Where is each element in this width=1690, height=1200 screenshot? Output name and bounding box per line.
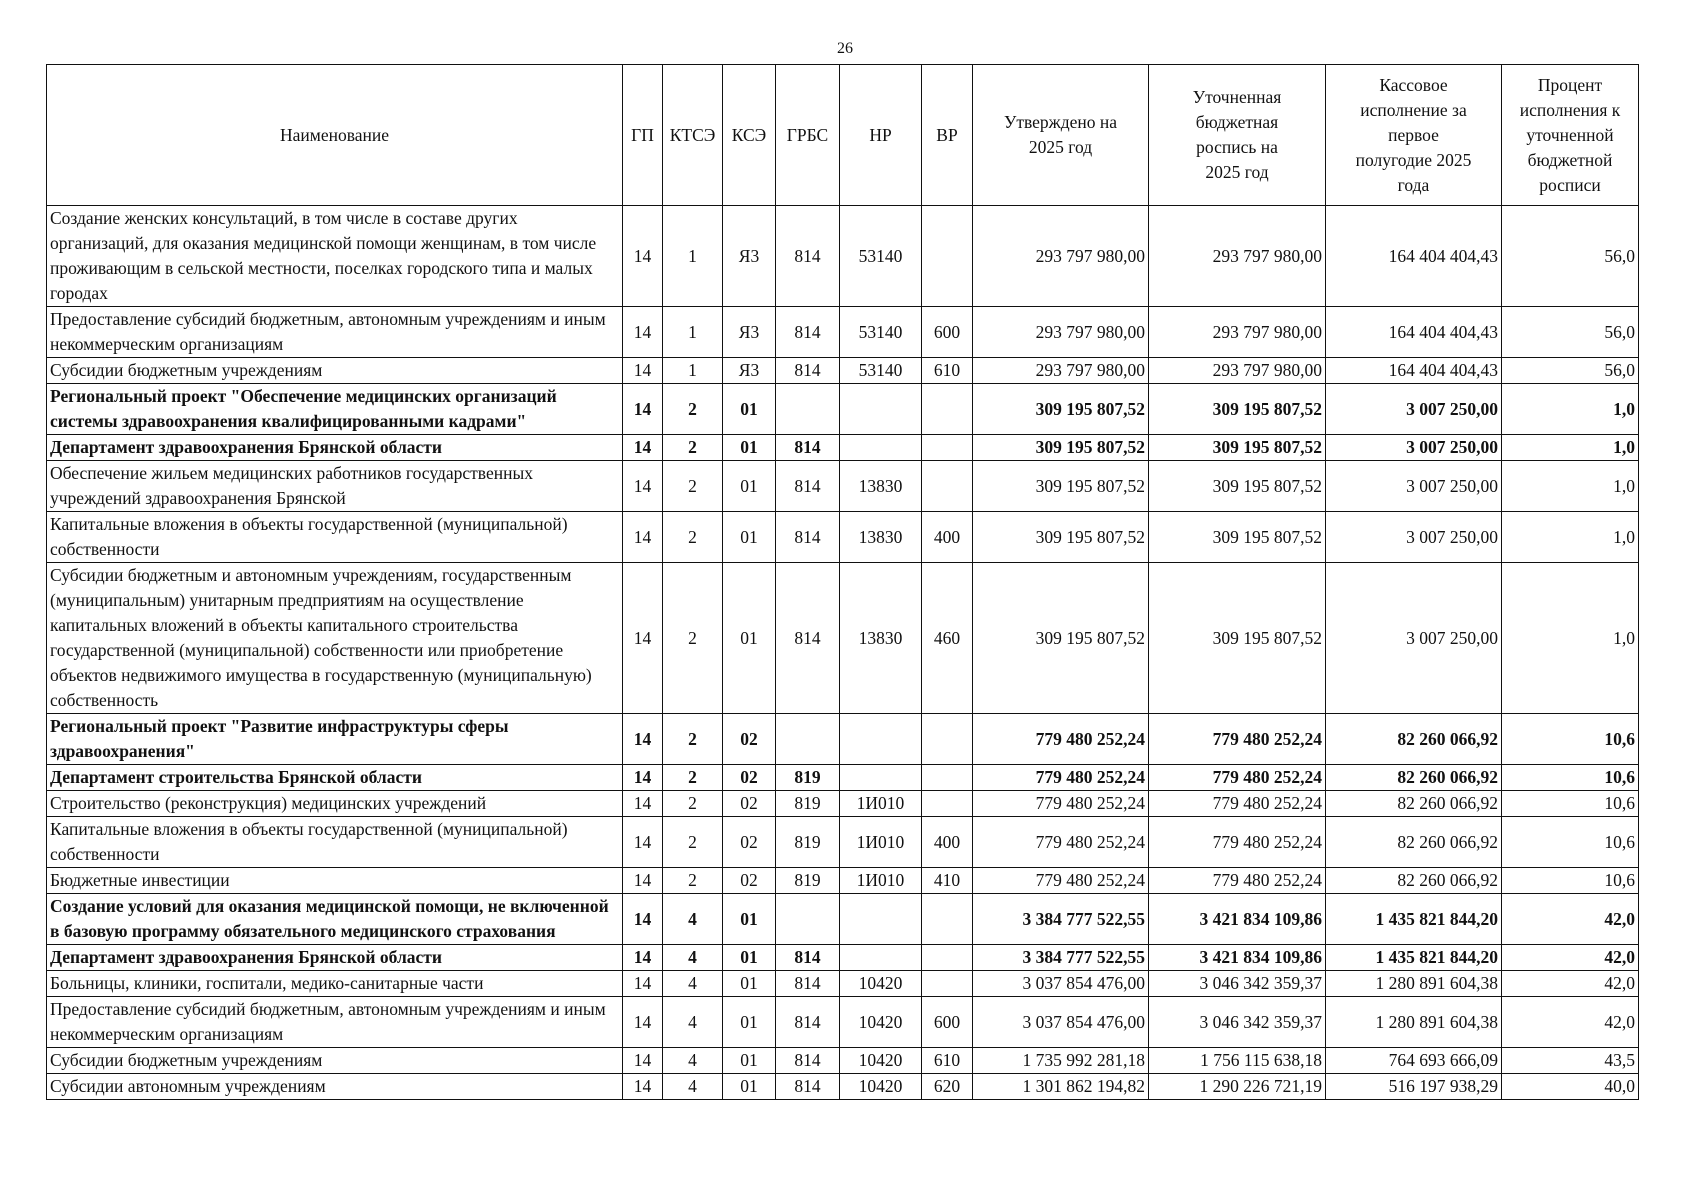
cell-grbs: 819 [776, 817, 840, 868]
table-row [47, 307, 1639, 358]
cell-vr: 410 [922, 868, 973, 894]
cell-refined: 779 480 252,24 [1149, 791, 1326, 817]
cell-name: Обеспечение жильем медицинских работников государственных учреждений здравоохранения Брянской [47, 461, 623, 512]
cell-name: Департамент здравоохранения Брянской области [47, 435, 623, 461]
cell-nr: 53140 [840, 307, 922, 358]
cell-percent: 1,0 [1502, 461, 1639, 512]
cell-ktse: 1 [663, 358, 723, 384]
cell-grbs: 814 [776, 206, 840, 307]
cell-percent: 10,6 [1502, 714, 1639, 765]
cell-grbs: 814 [776, 997, 840, 1048]
header-percent: Процент исполнения к уточненной бюджетной росписи [1502, 65, 1639, 206]
cell-percent: 1,0 [1502, 512, 1639, 563]
cell-gp: 14 [623, 1048, 663, 1074]
cell-cash: 3 007 250,00 [1326, 461, 1502, 512]
cell-grbs [776, 894, 840, 945]
cell-cash: 516 197 938,29 [1326, 1074, 1502, 1100]
cell-nr [840, 714, 922, 765]
cell-ktse: 2 [663, 765, 723, 791]
cell-refined: 779 480 252,24 [1149, 868, 1326, 894]
cell-refined: 309 195 807,52 [1149, 512, 1326, 563]
cell-vr: 460 [922, 563, 973, 714]
cell-vr: 620 [922, 1074, 973, 1100]
cell-refined: 309 195 807,52 [1149, 461, 1326, 512]
cell-kse: 01 [723, 512, 776, 563]
cell-approved: 293 797 980,00 [973, 307, 1149, 358]
cell-approved: 779 480 252,24 [973, 714, 1149, 765]
cell-refined: 3 046 342 359,37 [1149, 971, 1326, 997]
table-row [47, 997, 1639, 1048]
cell-grbs: 814 [776, 1074, 840, 1100]
cell-gp: 14 [623, 971, 663, 997]
table-row [47, 435, 1639, 461]
cell-ktse: 4 [663, 945, 723, 971]
cell-ktse: 2 [663, 461, 723, 512]
table-row [47, 563, 1639, 714]
cell-nr: 10420 [840, 971, 922, 997]
table-row [47, 206, 1639, 307]
cell-ktse: 1 [663, 206, 723, 307]
cell-approved: 779 480 252,24 [973, 817, 1149, 868]
cell-grbs: 819 [776, 868, 840, 894]
cell-name: Предоставление субсидий бюджетным, автономным учреждениям и иным некоммерческим организациям [47, 997, 623, 1048]
cell-kse: 01 [723, 563, 776, 714]
cell-name: Субсидии бюджетным учреждениям [47, 358, 623, 384]
cell-gp: 14 [623, 1074, 663, 1100]
cell-percent: 42,0 [1502, 894, 1639, 945]
cell-percent: 10,6 [1502, 817, 1639, 868]
cell-kse: 01 [723, 384, 776, 435]
cell-approved: 309 195 807,52 [973, 461, 1149, 512]
cell-ktse: 2 [663, 563, 723, 714]
cell-vr [922, 384, 973, 435]
cell-vr: 600 [922, 307, 973, 358]
cell-refined: 1 756 115 638,18 [1149, 1048, 1326, 1074]
cell-approved: 293 797 980,00 [973, 358, 1149, 384]
cell-cash: 82 260 066,92 [1326, 765, 1502, 791]
cell-name: Строительство (реконструкция) медицинских учреждений [47, 791, 623, 817]
cell-cash: 3 007 250,00 [1326, 435, 1502, 461]
cell-nr: 10420 [840, 1048, 922, 1074]
table-row [47, 945, 1639, 971]
cell-vr [922, 791, 973, 817]
table-row [47, 765, 1639, 791]
cell-percent: 42,0 [1502, 971, 1639, 997]
cell-name: Субсидии автономным учреждениям [47, 1074, 623, 1100]
cell-cash: 82 260 066,92 [1326, 714, 1502, 765]
cell-approved: 779 480 252,24 [973, 791, 1149, 817]
cell-cash: 3 007 250,00 [1326, 563, 1502, 714]
header-nr: НР [840, 65, 922, 206]
cell-vr [922, 971, 973, 997]
cell-approved: 309 195 807,52 [973, 512, 1149, 563]
cell-vr [922, 765, 973, 791]
cell-grbs: 814 [776, 435, 840, 461]
cell-vr [922, 945, 973, 971]
cell-nr [840, 435, 922, 461]
cell-name: Больницы, клиники, госпитали, медико-санитарные части [47, 971, 623, 997]
cell-vr: 600 [922, 997, 973, 1048]
cell-kse: 01 [723, 1074, 776, 1100]
cell-percent: 56,0 [1502, 307, 1639, 358]
cell-kse: 02 [723, 791, 776, 817]
cell-approved: 309 195 807,52 [973, 384, 1149, 435]
table-row [47, 1074, 1639, 1100]
cell-refined: 309 195 807,52 [1149, 563, 1326, 714]
cell-gp: 14 [623, 358, 663, 384]
header-kse: КСЭ [723, 65, 776, 206]
cell-cash: 164 404 404,43 [1326, 307, 1502, 358]
cell-ktse: 2 [663, 512, 723, 563]
cell-ktse: 4 [663, 997, 723, 1048]
table-row [47, 971, 1639, 997]
cell-approved: 293 797 980,00 [973, 206, 1149, 307]
cell-vr [922, 714, 973, 765]
cell-cash: 1 280 891 604,38 [1326, 971, 1502, 997]
cell-gp: 14 [623, 461, 663, 512]
table-row [47, 358, 1639, 384]
cell-name: Региональный проект "Обеспечение медицинских организаций системы здравоохранения квалифицированными кадрами" [47, 384, 623, 435]
cell-vr: 400 [922, 817, 973, 868]
cell-vr [922, 206, 973, 307]
cell-grbs: 819 [776, 791, 840, 817]
cell-grbs: 819 [776, 765, 840, 791]
table-row [47, 461, 1639, 512]
cell-nr [840, 945, 922, 971]
cell-refined: 309 195 807,52 [1149, 435, 1326, 461]
cell-kse: Я3 [723, 307, 776, 358]
cell-refined: 779 480 252,24 [1149, 765, 1326, 791]
cell-nr [840, 894, 922, 945]
cell-grbs: 814 [776, 512, 840, 563]
cell-grbs [776, 384, 840, 435]
cell-kse: 02 [723, 765, 776, 791]
cell-approved: 3 384 777 522,55 [973, 945, 1149, 971]
table-row [47, 791, 1639, 817]
table-row [47, 512, 1639, 563]
cell-kse: 01 [723, 461, 776, 512]
cell-nr [840, 765, 922, 791]
table-row [47, 817, 1639, 868]
cell-cash: 1 280 891 604,38 [1326, 997, 1502, 1048]
cell-percent: 43,5 [1502, 1048, 1639, 1074]
cell-vr [922, 894, 973, 945]
header-ktse: КТСЭ [663, 65, 723, 206]
cell-cash: 1 435 821 844,20 [1326, 894, 1502, 945]
cell-gp: 14 [623, 945, 663, 971]
cell-grbs: 814 [776, 358, 840, 384]
cell-gp: 14 [623, 817, 663, 868]
cell-ktse: 1 [663, 307, 723, 358]
cell-ktse: 2 [663, 817, 723, 868]
table-body [47, 206, 1639, 1100]
cell-ktse: 2 [663, 384, 723, 435]
cell-cash: 82 260 066,92 [1326, 791, 1502, 817]
cell-nr: 10420 [840, 997, 922, 1048]
cell-nr: 1И010 [840, 817, 922, 868]
cell-percent: 40,0 [1502, 1074, 1639, 1100]
cell-gp: 14 [623, 765, 663, 791]
cell-nr: 13830 [840, 563, 922, 714]
cell-approved: 3 037 854 476,00 [973, 997, 1149, 1048]
header-approved: Утверждено на 2025 год [973, 65, 1149, 206]
cell-name: Субсидии бюджетным учреждениям [47, 1048, 623, 1074]
cell-kse: 02 [723, 868, 776, 894]
cell-grbs: 814 [776, 945, 840, 971]
table-row [47, 1048, 1639, 1074]
cell-percent: 10,6 [1502, 791, 1639, 817]
cell-kse: 01 [723, 945, 776, 971]
table-row [47, 894, 1639, 945]
cell-ktse: 4 [663, 1074, 723, 1100]
cell-grbs [776, 714, 840, 765]
cell-name: Департамент здравоохранения Брянской области [47, 945, 623, 971]
cell-kse: 02 [723, 714, 776, 765]
cell-percent: 10,6 [1502, 868, 1639, 894]
cell-ktse: 2 [663, 435, 723, 461]
cell-cash: 82 260 066,92 [1326, 817, 1502, 868]
cell-approved: 1 735 992 281,18 [973, 1048, 1149, 1074]
cell-nr: 13830 [840, 461, 922, 512]
cell-kse: 01 [723, 1048, 776, 1074]
cell-kse: 01 [723, 997, 776, 1048]
cell-approved: 1 301 862 194,82 [973, 1074, 1149, 1100]
cell-name: Создание условий для оказания медицинской помощи, не включенной в базовую программу обязательного медицинского страхования [47, 894, 623, 945]
cell-approved: 309 195 807,52 [973, 563, 1149, 714]
cell-vr: 610 [922, 358, 973, 384]
cell-gp: 14 [623, 868, 663, 894]
cell-kse: Я3 [723, 206, 776, 307]
header-vr: ВР [922, 65, 973, 206]
cell-vr [922, 461, 973, 512]
cell-grbs: 814 [776, 971, 840, 997]
cell-nr: 53140 [840, 206, 922, 307]
cell-ktse: 4 [663, 894, 723, 945]
cell-percent: 1,0 [1502, 563, 1639, 714]
table-row [47, 384, 1639, 435]
cell-gp: 14 [623, 435, 663, 461]
cell-refined: 293 797 980,00 [1149, 206, 1326, 307]
cell-refined: 293 797 980,00 [1149, 358, 1326, 384]
cell-cash: 1 435 821 844,20 [1326, 945, 1502, 971]
cell-cash: 764 693 666,09 [1326, 1048, 1502, 1074]
header-gp: ГП [623, 65, 663, 206]
cell-gp: 14 [623, 997, 663, 1048]
cell-approved: 779 480 252,24 [973, 765, 1149, 791]
cell-name: Капитальные вложения в объекты государственной (муниципальной) собственности [47, 512, 623, 563]
cell-vr [922, 435, 973, 461]
cell-refined: 293 797 980,00 [1149, 307, 1326, 358]
cell-approved: 779 480 252,24 [973, 868, 1149, 894]
cell-ktse: 2 [663, 714, 723, 765]
cell-gp: 14 [623, 512, 663, 563]
header-cash: Кассовое исполнение за первое полугодие 2025 года [1326, 65, 1502, 206]
cell-percent: 10,6 [1502, 765, 1639, 791]
header-name: Наименование [47, 65, 623, 206]
cell-ktse: 2 [663, 868, 723, 894]
cell-approved: 3 037 854 476,00 [973, 971, 1149, 997]
cell-name: Департамент строительства Брянской области [47, 765, 623, 791]
cell-name: Бюджетные инвестиции [47, 868, 623, 894]
cell-kse: 01 [723, 971, 776, 997]
cell-gp: 14 [623, 791, 663, 817]
cell-percent: 56,0 [1502, 206, 1639, 307]
cell-gp: 14 [623, 563, 663, 714]
cell-kse: 01 [723, 894, 776, 945]
cell-name: Капитальные вложения в объекты государственной (муниципальной) собственности [47, 817, 623, 868]
cell-percent: 42,0 [1502, 945, 1639, 971]
cell-percent: 42,0 [1502, 997, 1639, 1048]
cell-name: Создание женских консультаций, в том числе в составе других организаций, для оказания медицинской помощи женщинам, в том числе проживающим в сельской местности, поселках городского типа и малых городах [47, 206, 623, 307]
cell-gp: 14 [623, 714, 663, 765]
cell-percent: 1,0 [1502, 435, 1639, 461]
header-refined: Уточненная бюджетная роспись на 2025 год [1149, 65, 1326, 206]
cell-refined: 779 480 252,24 [1149, 714, 1326, 765]
cell-nr [840, 384, 922, 435]
header-grbs: ГРБС [776, 65, 840, 206]
cell-nr: 1И010 [840, 868, 922, 894]
cell-refined: 3 046 342 359,37 [1149, 997, 1326, 1048]
cell-name: Субсидии бюджетным и автономным учреждениям, государственным (муниципальным) унитарным предприятиям на осуществление капитальных вложений в объекты капитального строительства государственной (муниципальной) собственности или приобретение объектов недвижимого имущества в государственную (муниципальную) собственность [47, 563, 623, 714]
cell-grbs: 814 [776, 1048, 840, 1074]
cell-refined: 1 290 226 721,19 [1149, 1074, 1326, 1100]
table-row [47, 868, 1639, 894]
cell-cash: 3 007 250,00 [1326, 512, 1502, 563]
page-number: 26 [837, 40, 853, 57]
cell-cash: 82 260 066,92 [1326, 868, 1502, 894]
cell-grbs: 814 [776, 461, 840, 512]
cell-grbs: 814 [776, 307, 840, 358]
cell-name: Предоставление субсидий бюджетным, автономным учреждениям и иным некоммерческим организациям [47, 307, 623, 358]
cell-grbs: 814 [776, 563, 840, 714]
cell-approved: 309 195 807,52 [973, 435, 1149, 461]
cell-nr: 10420 [840, 1074, 922, 1100]
cell-gp: 14 [623, 206, 663, 307]
cell-kse: 01 [723, 435, 776, 461]
cell-refined: 3 421 834 109,86 [1149, 945, 1326, 971]
cell-gp: 14 [623, 894, 663, 945]
cell-cash: 3 007 250,00 [1326, 384, 1502, 435]
cell-nr: 1И010 [840, 791, 922, 817]
cell-cash: 164 404 404,43 [1326, 358, 1502, 384]
cell-nr: 13830 [840, 512, 922, 563]
cell-vr: 400 [922, 512, 973, 563]
cell-kse: 02 [723, 817, 776, 868]
cell-refined: 3 421 834 109,86 [1149, 894, 1326, 945]
cell-cash: 164 404 404,43 [1326, 206, 1502, 307]
budget-table [46, 64, 1639, 1100]
cell-ktse: 4 [663, 971, 723, 997]
cell-vr: 610 [922, 1048, 973, 1074]
cell-gp: 14 [623, 307, 663, 358]
table-header-row [47, 65, 1639, 206]
cell-ktse: 4 [663, 1048, 723, 1074]
cell-ktse: 2 [663, 791, 723, 817]
cell-gp: 14 [623, 384, 663, 435]
cell-kse: Я3 [723, 358, 776, 384]
cell-refined: 779 480 252,24 [1149, 817, 1326, 868]
cell-refined: 309 195 807,52 [1149, 384, 1326, 435]
table-row [47, 714, 1639, 765]
cell-percent: 56,0 [1502, 358, 1639, 384]
cell-approved: 3 384 777 522,55 [973, 894, 1149, 945]
cell-nr: 53140 [840, 358, 922, 384]
cell-percent: 1,0 [1502, 384, 1639, 435]
cell-name: Региональный проект "Развитие инфраструктуры сферы здравоохранения" [47, 714, 623, 765]
